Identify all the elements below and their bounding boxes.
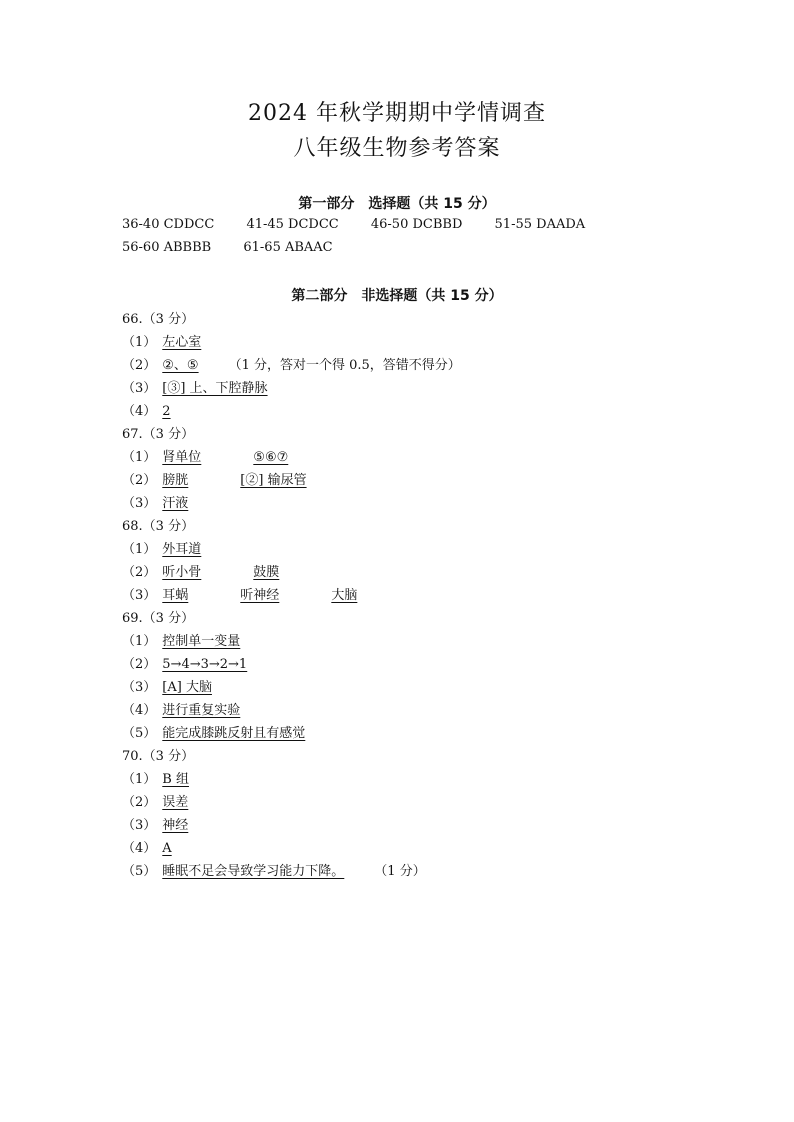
answer-value: ②、⑤ (162, 358, 199, 373)
part2-heading: 第二部分 非选择题（共 15 分） (291, 288, 503, 304)
answer-label: （5） (122, 864, 157, 879)
answer-label: （1） (122, 450, 157, 465)
document-subtitle: 八年级生物参考答案 (293, 136, 501, 161)
scoring-note: （1 分，答对一个得 0.5，答错不得分） (228, 358, 461, 373)
q66-answer-4 (122, 400, 189, 419)
answer-label: （1） (122, 772, 157, 787)
answer-label: （1） (122, 634, 157, 649)
q70-answer-5 (122, 860, 426, 879)
q70-head: 70.（3 分） (122, 749, 195, 764)
answer-label: （2） (122, 358, 157, 373)
answer-value: 汗液 (162, 496, 189, 511)
mc-answer: 36-40 CDDCC (122, 217, 215, 232)
answer-label: （2） (122, 565, 157, 580)
q67-answer-1 (122, 446, 306, 465)
answer-value: 左心室 (162, 335, 202, 350)
q68-answer-1 (122, 538, 219, 557)
mc-row-1 (122, 217, 613, 232)
answer-value: A (162, 841, 172, 856)
answer-label: （2） (122, 657, 157, 672)
q69-answer-3 (122, 676, 230, 695)
mc-answer: 41-45 DCDCC (246, 217, 339, 232)
q70-answer-2 (122, 791, 206, 810)
answer-value: 误差 (162, 795, 189, 810)
answer-value: 听神经 (240, 588, 280, 603)
answer-value: 耳蜗 (162, 588, 189, 603)
answer-value: [②] 输尿管 (240, 473, 307, 488)
answer-value: 5→4→3→2→1 (162, 657, 248, 672)
answer-label: （1） (122, 542, 157, 557)
answer-label: （5） (122, 726, 157, 741)
q69-answer-4 (122, 699, 258, 718)
scoring-note: （1 分） (374, 864, 426, 879)
q66-answer-1 (122, 331, 219, 350)
q70-answer-1 (122, 768, 207, 787)
q69-answer-5 (122, 722, 323, 741)
answer-value: B 组 (162, 772, 189, 787)
mc-answer: 56-60 ABBBB (122, 240, 212, 255)
q69-head: 69.（3 分） (122, 611, 195, 626)
mc-row-2 (122, 240, 361, 255)
q68-answer-3 (122, 584, 375, 603)
q70-answer-4 (122, 837, 190, 856)
answer-value: [③] 上、下腔静脉 (162, 381, 268, 396)
mc-answer: 61-65 ABAAC (243, 240, 333, 255)
part1-heading: 第一部分 选择题（共 15 分） (298, 196, 496, 212)
q66-answer-3 (122, 377, 286, 396)
answer-value: ⑤⑥⑦ (253, 450, 289, 465)
answer-label: （2） (122, 473, 157, 488)
q69-answer-1 (122, 630, 258, 649)
mc-answer: 51-55 DAADA (494, 217, 586, 232)
answer-value: 能完成膝跳反射且有感觉 (162, 726, 306, 741)
answer-label: （3） (122, 588, 157, 603)
q69-answer-2 (122, 653, 265, 672)
mc-answer: 46-50 DCBBD (370, 217, 463, 232)
q68-head: 68.（3 分） (122, 519, 195, 534)
answer-value: 外耳道 (162, 542, 202, 557)
answer-value: 膀胱 (162, 473, 189, 488)
q67-head: 67.（3 分） (122, 427, 195, 442)
answer-label: （2） (122, 795, 157, 810)
q66-answer-2 (122, 354, 461, 373)
answer-value: 大脑 (331, 588, 358, 603)
answer-label: （4） (122, 703, 157, 718)
answer-value: 控制单一变量 (162, 634, 241, 649)
document-title: 2024 年秋学期期中学情调查 (248, 101, 546, 126)
answer-value: 睡眠不足会导致学习能力下降。 (162, 864, 345, 879)
answer-value: 肾单位 (162, 450, 202, 465)
answer-value: 2 (162, 404, 171, 419)
answer-label: （4） (122, 841, 157, 856)
q70-answer-3 (122, 814, 206, 833)
answer-label: （4） (122, 404, 157, 419)
answer-label: （3） (122, 680, 157, 695)
answer-value: 鼓膜 (253, 565, 280, 580)
q67-answer-2 (122, 469, 325, 488)
answer-label: （3） (122, 381, 157, 396)
answer-value: 神经 (162, 818, 189, 833)
answer-label: （3） (122, 496, 157, 511)
answer-label: （3） (122, 818, 157, 833)
answer-value: 听小骨 (162, 565, 202, 580)
answer-value: [A] 大脑 (162, 680, 212, 695)
q66-head: 66.（3 分） (122, 312, 195, 327)
answer-label: （1） (122, 335, 157, 350)
q67-answer-3 (122, 492, 206, 511)
q68-answer-2 (122, 561, 297, 580)
answer-value: 进行重复实验 (162, 703, 241, 718)
